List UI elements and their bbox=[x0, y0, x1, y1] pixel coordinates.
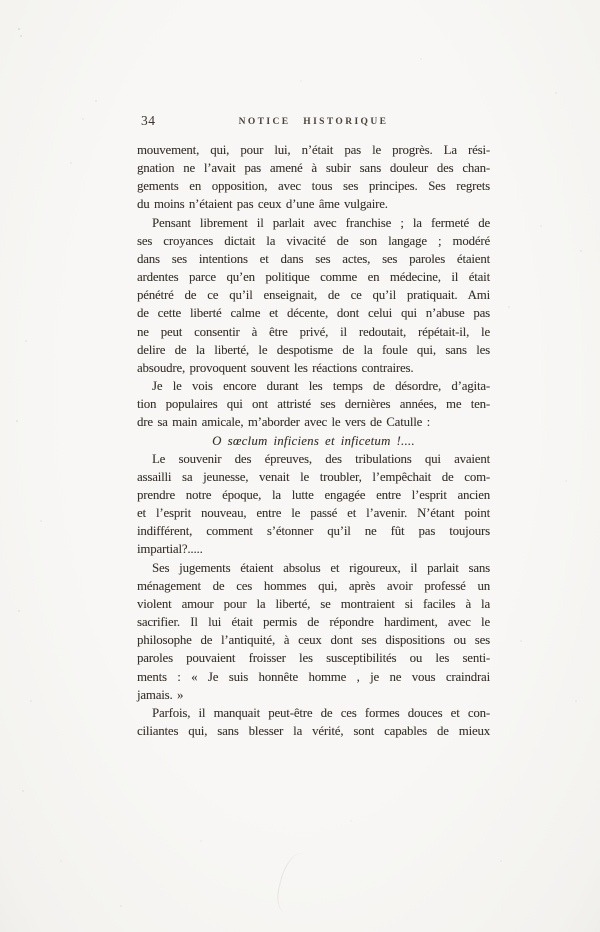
text-line: assailli sa jeunesse, venait le troubler, l’empêchait de com- bbox=[137, 469, 490, 484]
text-line: absoudre, provoquent souvent les réactions contraires. bbox=[137, 360, 414, 375]
scan-speck bbox=[350, 820, 352, 822]
text-line: paroles pouvaient froisser les susceptibilités ou les senti- bbox=[137, 651, 490, 666]
text-line: gnation ne l’avait pas amené à subir sans douleur des chan- bbox=[137, 161, 490, 176]
scan-speck bbox=[420, 58, 422, 60]
scan-speck bbox=[508, 306, 510, 308]
scan-speck bbox=[70, 162, 72, 164]
text-line: tion populaires qui ont attristé ses dernières années, me ten- bbox=[137, 397, 490, 412]
text-line: et l’esprit nouveau, entre le passé et l’avenir. N’étant point bbox=[137, 506, 490, 521]
text-line: du moins n’étaient pas ceux d’une âme vulgaire. bbox=[137, 197, 388, 212]
scan-speck bbox=[22, 790, 24, 792]
scan-speck bbox=[18, 610, 20, 612]
scan-speck bbox=[25, 340, 27, 342]
paragraph bbox=[137, 704, 490, 740]
text-line: impartial?..... bbox=[137, 542, 203, 557]
text-line: Parfois, il manquait peut-être de ces formes douces et con- bbox=[152, 705, 490, 720]
text-line: indifférent, comment s’étonner qu’il ne fût pas toujours bbox=[137, 524, 490, 539]
text-line: O sœclum inficiens et inficetum !.... bbox=[212, 433, 415, 448]
scan-speck bbox=[40, 520, 42, 522]
text-line: de cette liberté calme et décente, dont celui qui n’abuse pas bbox=[137, 306, 490, 321]
paragraph bbox=[137, 214, 490, 377]
text-line: ments : « Je suis honnête homme , je ne vous craindrai bbox=[137, 669, 490, 684]
text-line: ardentes parce qu’en politique comme en médecine, il était bbox=[137, 270, 490, 285]
scan-speck bbox=[20, 35, 22, 37]
text-line: ses croyances dictait la vivacité de son langage ; modéré bbox=[137, 233, 490, 248]
paragraph bbox=[137, 559, 490, 704]
page-number: 34 bbox=[141, 113, 156, 128]
scan-speck bbox=[200, 840, 202, 842]
scan-speck bbox=[565, 480, 567, 482]
text-line: prendre notre époque, la lutte engagée entre l’esprit ancien bbox=[137, 487, 490, 502]
scan-speck bbox=[16, 420, 18, 422]
paragraph bbox=[137, 450, 490, 559]
text-line: philosophe de l’antiquité, à ceux dont ses dispositions ou ses bbox=[137, 633, 490, 648]
text-line: delire de la liberté, le despotisme de la foule qui, sans les bbox=[137, 342, 490, 357]
text-line: mouvement, qui, pour lui, n’était pas le progrès. La rési- bbox=[137, 143, 490, 157]
scan-speck bbox=[540, 225, 542, 227]
text-line: jamais. » bbox=[137, 687, 184, 702]
text-line: pénétré de ce qu’il enseignait, de ce qu’il pratiquait. Ami bbox=[137, 288, 490, 303]
scan-speck bbox=[575, 700, 577, 702]
text-line: Pensant librement il parlait avec franchise ; la fermeté de bbox=[152, 215, 490, 230]
text-line: Je le vois encore durant les temps de désordre, d’agita- bbox=[152, 379, 490, 394]
scan-artifact-squiggle bbox=[273, 850, 314, 917]
scan-speck bbox=[500, 860, 502, 862]
scan-speck bbox=[300, 80, 302, 82]
quote-paragraph bbox=[137, 432, 490, 450]
scan-speck bbox=[95, 100, 97, 102]
scan-speck bbox=[18, 28, 20, 30]
page-body bbox=[137, 141, 490, 740]
text-line: violent amour pour la liberté, se montraient si faciles à la bbox=[137, 596, 490, 611]
paragraph bbox=[137, 141, 490, 214]
text-line: sacrifier. Il lui était permis de répondre hardiment, avec le bbox=[137, 615, 490, 630]
text-line: Ses jugements étaient absolus et rigoureux, il parlait sans bbox=[152, 560, 490, 575]
scan-speck bbox=[520, 640, 522, 642]
text-line: ciliantes qui, sans blesser la vérité, sont capables de mieux bbox=[137, 724, 490, 738]
scan-speck bbox=[555, 92, 557, 94]
scan-speck bbox=[580, 250, 582, 252]
text-line: dre sa main amicale, m’aborder avec le vers de Catulle : bbox=[137, 415, 431, 430]
text-line: ne peut consentir à être privé, il redoutait, répétait-il, le bbox=[137, 324, 490, 339]
text-line: gements en opposition, avec tous ses principes. Ses regrets bbox=[137, 179, 490, 194]
text-line: Le souvenir des épreuves, des tribulations qui avaient bbox=[152, 451, 490, 466]
scan-speck bbox=[30, 700, 32, 702]
scan-speck bbox=[120, 905, 122, 907]
text-line: dans ses intentions et dans ses actes, ses paroles étaient bbox=[137, 251, 490, 266]
running-title: NOTICE HISTORIQUE bbox=[238, 117, 389, 127]
text-line: ménagement de ces hommes qui, après avoir professé un bbox=[137, 578, 490, 593]
scan-speck bbox=[60, 860, 62, 862]
scan-speck bbox=[82, 118, 84, 120]
paragraph bbox=[137, 377, 490, 431]
